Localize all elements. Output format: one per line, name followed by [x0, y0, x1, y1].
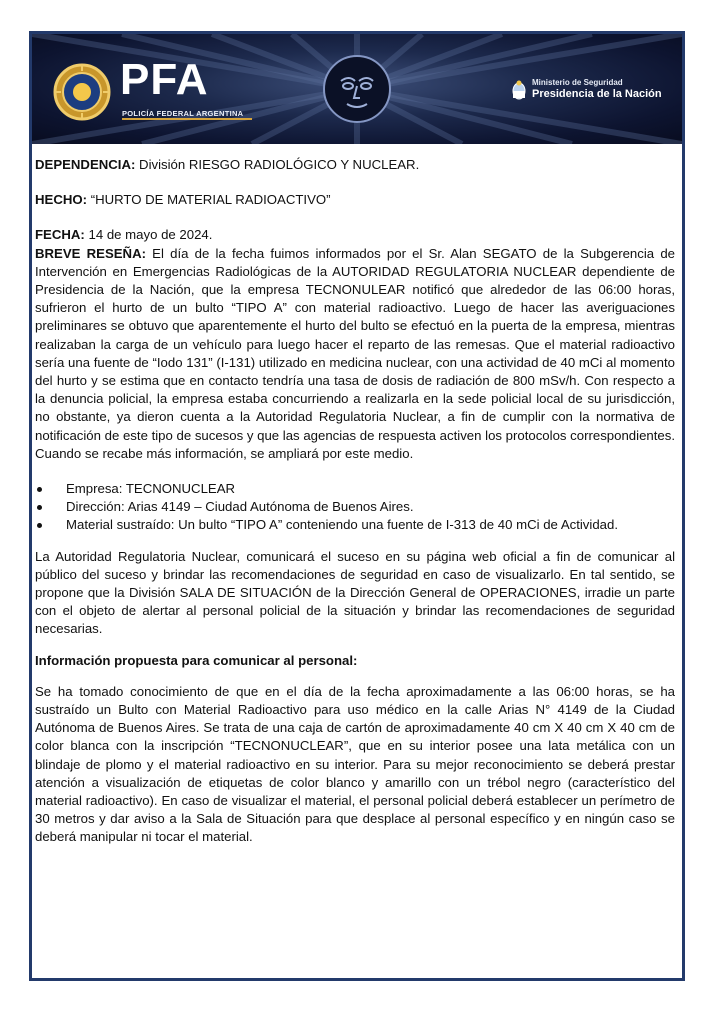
- breve-resena-text: El día de la fecha fuimos informados por el Sr. Alan SEGATO de la Subgerencia de Intervención en Emergencias Radiológicas de la AUTORIDAD REGULATORIA NUCLEAR dependiente de Presidencia de la Nación, que la empresa TECNONULEAR notificó que alrededor de las 06:00 horas, sufrieron el hurto de un bulto “TIPO A” con material radioactivo. Luego de hacer las averiguaciones preliminares se obtuvo que aparentemente el hurto del bulto se efectuó en la puerta de la empresa, mientras realizaban la carga de un vehículo para luego hacer el reparto de las remesas. Que el material radioactivo sería una fuente de “Iodo 131” (I-131) utilizado en medicina nuclear, con una actividad de 40 mCi al momento del hurto y se estima que en contacto tendría una tasa de dosis de radiación de 800 mSv/h. Con respecto a la denuncia policial, la empresa estaba concurriendo a realizarla en la sede policial local de su jurisdicción, no obstante, ya dieron cuenta a la Autoridad Regulatoria Nuclear, a fin de cumplir con la normativa de notificación de este tipo de sucesos y que las agencias de respuesta activen los protocolos correspondientes. Cuando se recabe más información, se ampliará por este medio.: [35, 245, 675, 461]
- info-heading: Información propuesta para comunicar al personal:: [35, 652, 358, 668]
- list-item: [35, 480, 675, 498]
- bullet-icon: [37, 487, 42, 492]
- bullet-icon: [37, 505, 42, 510]
- list-item-text: Empresa: TECNONUCLEAR: [66, 481, 236, 497]
- document-body: [35, 156, 675, 847]
- info-paragraph: Se ha tomado conocimiento de que en el día de la fecha aproximadamente a las 06:00 horas, se ha sustraído un Bulto con Material Radioactivo para uso médico en la calle Arias N° 4149 de la Ciudad Autónoma de Buenos Aires. Se trata de una caja de cartón de aproximadamente 40 cm X 40 cm X 40 cm de color blanca con la inscripción “TECNONUCLEAR”, que en su interior posee una lata metálica con un blindaje de plomo y el material radioactivo en su interior. Para su mejor reconocimiento se deberá prestar atención a visualización de etiquetas de color blanco y amarillo con un trébol negro (característico del material radioactivo). En caso de visualizar el material, el personal policial deberá establecer un perímetro de 30 metros y dar aviso a la Sala de Situación para que desplace al personal específico y en ningún caso se deberá manipular ni tocar el material.: [35, 683, 675, 845]
- breve-resena-label: BREVE RESEÑA:: [35, 245, 146, 261]
- list-item-text: Material sustraído: Un bulto “TIPO A” conteniendo una fuente de I-313 de 40 mCi de Actividad.: [66, 517, 618, 533]
- arn-paragraph: La Autoridad Regulatoria Nuclear, comunicará el suceso en su página web oficial a fin de comunicar al público del suceso y brindar las recomendaciones de seguridad en caso de visualizarlo. En tal sentido, se propone que la División SALA DE SITUACIÓN de la Dirección General de OPERACIONES, irradie un parte con el objeto de alertar al personal policial de la situación y brindar las recomendaciones de seguridad necesarias.: [35, 548, 675, 637]
- fecha-value: 14 de mayo de 2024.: [84, 227, 213, 243]
- pfa-logo-underline: [122, 118, 252, 120]
- presidency-name: Presidencia de la Nación: [532, 88, 662, 100]
- header-banner: [32, 34, 682, 144]
- document-frame: [29, 31, 685, 981]
- details-list: [35, 480, 675, 535]
- dependencia-value: División RIESGO RADIOLÓGICO Y NUCLEAR.: [135, 157, 420, 172]
- list-item: [35, 516, 675, 534]
- bullet-icon: [37, 523, 42, 528]
- breve-resena-paragraph: [35, 245, 675, 463]
- hecho-label: HECHO:: [35, 192, 88, 208]
- hecho-line: [35, 191, 675, 209]
- hecho-value: “HURTO DE MATERIAL RADIOACTIVO”: [87, 192, 331, 208]
- dependencia-label: DEPENDENCIA:: [35, 157, 136, 172]
- sun-of-may-icon: [317, 44, 397, 134]
- dependencia-line: [35, 156, 675, 174]
- ministry-name: Ministerio de Seguridad: [532, 78, 623, 87]
- argentina-coat-of-arms-icon: [512, 80, 526, 100]
- fecha-line: [35, 226, 675, 244]
- pfa-logo-subtitle: POLICÍA FEDERAL ARGENTINA: [122, 109, 244, 118]
- list-item-text: Dirección: Arias 4149 – Ciudad Autónoma de Buenos Aires.: [66, 499, 414, 515]
- fecha-label: FECHA:: [35, 227, 85, 243]
- list-item: [35, 498, 675, 516]
- pfa-logo-text: PFA: [120, 55, 209, 104]
- police-badge-icon: [52, 62, 112, 122]
